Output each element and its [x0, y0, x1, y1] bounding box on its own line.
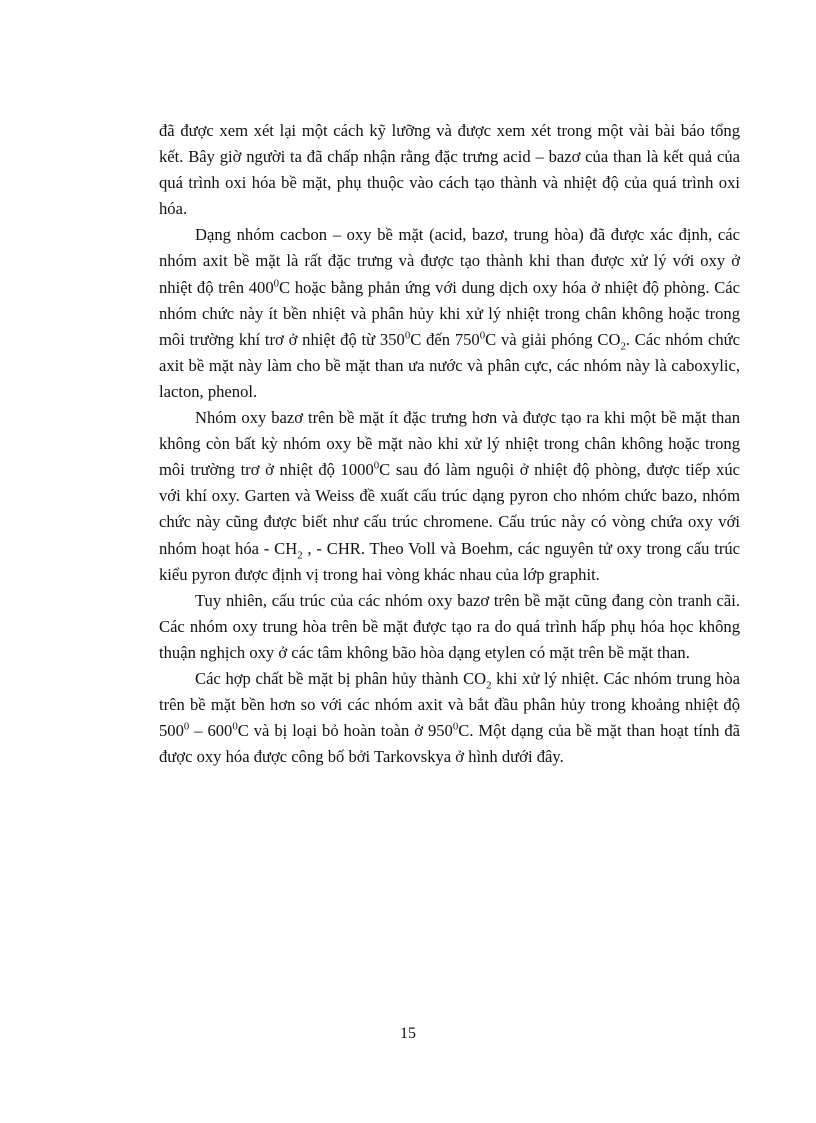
text-run: C đến 750 — [410, 329, 480, 349]
text-run: – 600 — [189, 721, 233, 741]
paragraph-1 — [159, 118, 740, 222]
text-run: C hoặc bằng phản ứng với dung dịch oxy hóa ở nhiệt độ phòng. Các nhóm chức này ít bền nhiệt và phân hủy khi xử lý nhiệt trong chân không hoặc trong môi trường khí trơ ở nhiệt độ từ 350 — [159, 277, 740, 349]
superscript: 0 — [373, 459, 380, 472]
superscript: 0 — [183, 720, 190, 733]
text-run: C và giải phóng CO — [485, 329, 621, 349]
text-run: Nhóm oxy bazơ trên bề mặt ít đặc trưng hơn và được tạo ra khi một bề mặt than không còn bất kỳ nhóm oxy bề mặt nào khi xử lý nhiệt trong chân không hoặc trong môi trường trơ ở nhiệt độ 1000 — [159, 408, 740, 480]
superscript: 0 — [479, 329, 486, 342]
superscript: 0 — [404, 329, 411, 342]
text-run: Tuy nhiên, cấu trúc của các nhóm oxy bazơ trên bề mặt cũng đang còn tranh cãi. Các nhóm oxy trung hòa trên bề mặt được tạo ra do quá trình hấp phụ hóa học không thuận nghịch oxy ở các tâm không bão hòa dạng etylen có mặt trên bề mặt than. — [159, 590, 740, 662]
text-run: khi xử lý nhiệt. Các nhóm trung hòa trên bề mặt bền hơn so với các nhóm axit và bắt đầu phân hủy trong khoảng nhiệt độ 500 — [159, 668, 741, 741]
superscript: 0 — [452, 720, 459, 733]
body-text — [159, 118, 740, 770]
paragraph-2 — [159, 222, 740, 405]
paragraph-5 — [159, 666, 740, 770]
paragraph-4 — [159, 588, 740, 666]
subscript: 2 — [486, 679, 492, 692]
superscript: 0 — [273, 277, 280, 290]
text-run: Dạng nhóm cacbon – oxy bề mặt (acid, bazơ, trung hòa) đã được xác định, các nhóm axit bề mặt là rất đặc trưng và được tạo thành khi than được xử lý với oxy ở nhiệt độ trên 400 — [159, 225, 740, 297]
text-run: . Các nhóm chức axit bề mặt này làm cho bề mặt than ưa nước và phân cực, các nhóm này là caboxylic, lacton, phenol. — [159, 329, 740, 401]
subscript: 2 — [620, 340, 626, 353]
text-run: C sau đó làm nguội ở nhiệt độ phòng, được tiếp xúc với khí oxy. Garten và Weiss đề xuất cấu trúc dạng pyron cho nhóm chức bazo, nhóm chức này cũng được biết như cấu trúc chromene. Cấu trúc này có vòng chứa oxy với nhóm hoạt hóa - CH — [159, 460, 740, 558]
paragraph-3 — [159, 405, 740, 588]
text-run: Các hợp chất bề mặt bị phân hủy thành CO — [195, 668, 487, 688]
text-run: đã được xem xét lại một cách kỹ lưỡng và được xem xét trong một vài bài báo tổng kết. Bây giờ người ta đã chấp nhận rằng đặc trưng acid – bazơ của than là kết quả của quá trình oxi hóa bề mặt, phụ thuộc vào cách tạo thành và nhiệt độ của quá trình oxi hóa. — [159, 121, 740, 219]
subscript: 2 — [297, 548, 303, 561]
text-run: , - CHR. Theo Voll và Boehm, các nguyên tử oxy trong cấu trúc kiểu pyron được định vị trong hai vòng khác nhau của lớp graphit. — [159, 538, 741, 584]
text-run: C. Một dạng của bề mặt than hoạt tính đã được oxy hóa được công bố bởi Tarkovskya ở hình dưới đây. — [159, 721, 741, 767]
page-number: 15 — [400, 1025, 416, 1042]
superscript: 0 — [232, 720, 238, 733]
text-run: C và bị loại bỏ hoàn toàn ở 950 — [237, 721, 453, 741]
